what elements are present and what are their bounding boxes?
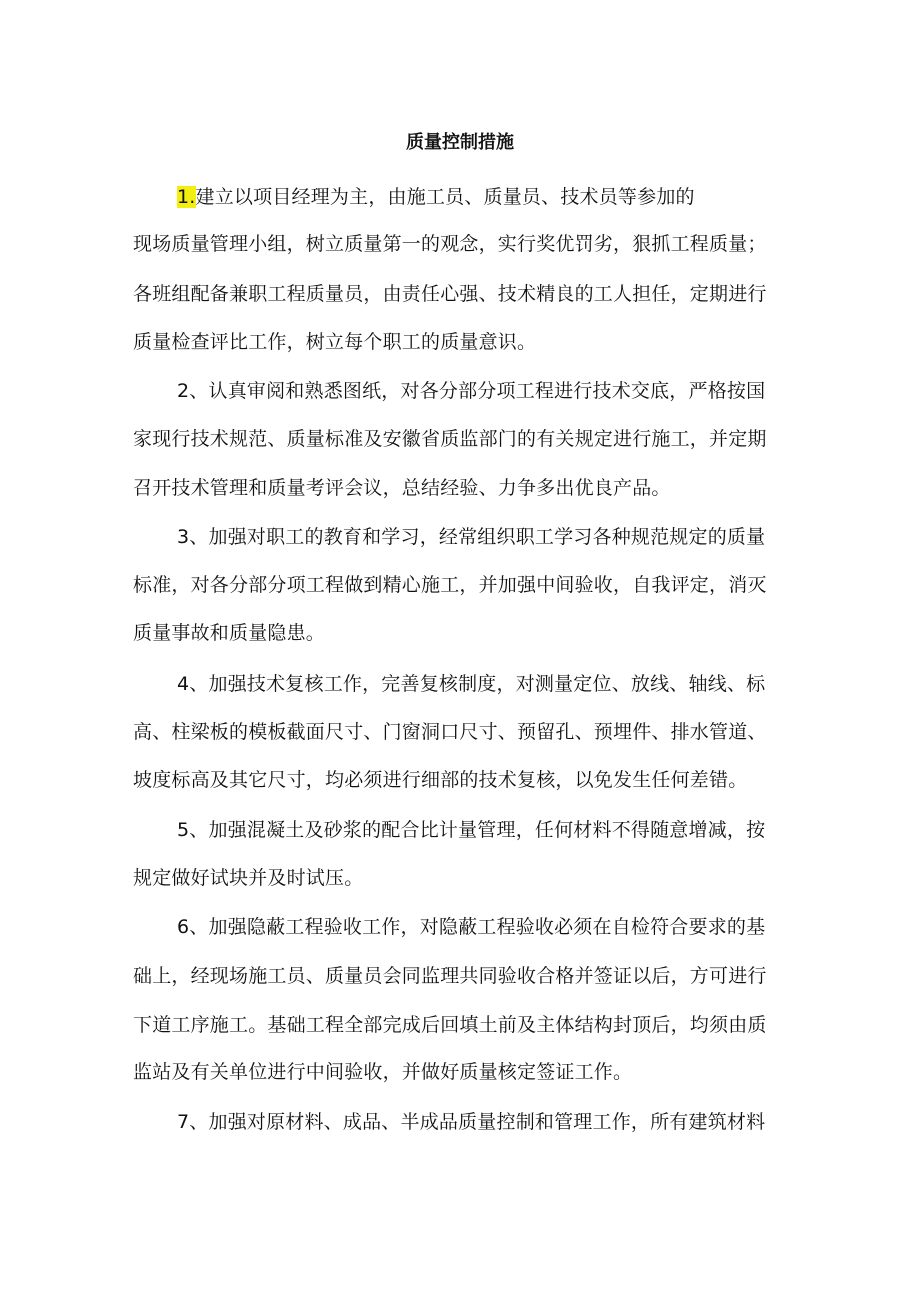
document-title: 质量控制措施	[406, 132, 514, 153]
paragraph-5-line-1: 5、加强混凝土及砂浆的配合比计量管理，任何材料不得随意增减，按	[177, 819, 766, 841]
paragraph-1-line-4: 质量检查评比工作，树立每个职工的质量意识。	[133, 331, 537, 353]
paragraph-3-line-3: 质量事故和质量隐患。	[133, 622, 326, 644]
paragraph-4-line-2: 高、柱梁板的模板截面尺寸、门窗洞口尺寸、预留孔、预埋件、排水管道、	[133, 721, 767, 743]
paragraph-6-line-4: 监站及有关单位进行中间验收，并做好质量核定签证工作。	[133, 1061, 633, 1083]
paragraph-2-line-2: 家现行技术规范、质量标准及安徽省质监部门的有关规定进行施工，并定期	[133, 428, 767, 450]
paragraph-5-line-2: 规定做好试块并及时试压。	[133, 867, 364, 889]
paragraph-1-line-2: 现场质量管理小组，树立质量第一的观念，实行奖优罚劣，狠抓工程质量；	[133, 233, 767, 255]
paragraph-2-line-3: 召开技术管理和质量考评会议，总结经验、力争多出优良产品。	[133, 477, 671, 499]
paragraph-4-line-1: 4、加强技术复核工作，完善复核制度，对测量定位、放线、轴线、标	[177, 673, 766, 695]
paragraph-6-line-1: 6、加强隐蔽工程验收工作，对隐蔽工程验收必须在自检符合要求的基	[177, 916, 766, 938]
paragraph-4-line-3: 坡度标高及其它尺寸，均必须进行细部的技术复核，以免发生任何差错。	[133, 769, 748, 791]
paragraph-3-line-2: 标准，对各分部分项工程做到精心施工，并加强中间验收，自我评定，消灭	[133, 574, 767, 596]
paragraph-3-line-1: 3、加强对职工的教育和学习，经常组织职工学习各种规范规定的质量	[177, 526, 766, 548]
paragraph-2-line-1: 2、认真审阅和熟悉图纸，对各分部分项工程进行技术交底，严格按国	[177, 380, 766, 402]
paragraph-1-line-3: 各班组配备兼职工程质量员，由责任心强、技术精良的工人担任，定期进行	[133, 283, 767, 305]
highlighted-item-number: 1.	[177, 186, 196, 208]
paragraph-6-line-3: 下道工序施工。基础工程全部完成后回填土前及主体结构封顶后，均须由质	[133, 1014, 767, 1036]
paragraph-1-line-1: 1.建立以项目经理为主，由施工员、质量员、技术员等参加的	[177, 186, 695, 208]
paragraph-6-line-2: 础上，经现场施工员、质量员会同监理共同验收合格并签证以后，方可进行	[133, 965, 767, 987]
paragraph-7-line-1: 7、加强对原材料、成品、半成品质量控制和管理工作，所有建筑材料	[177, 1111, 766, 1133]
